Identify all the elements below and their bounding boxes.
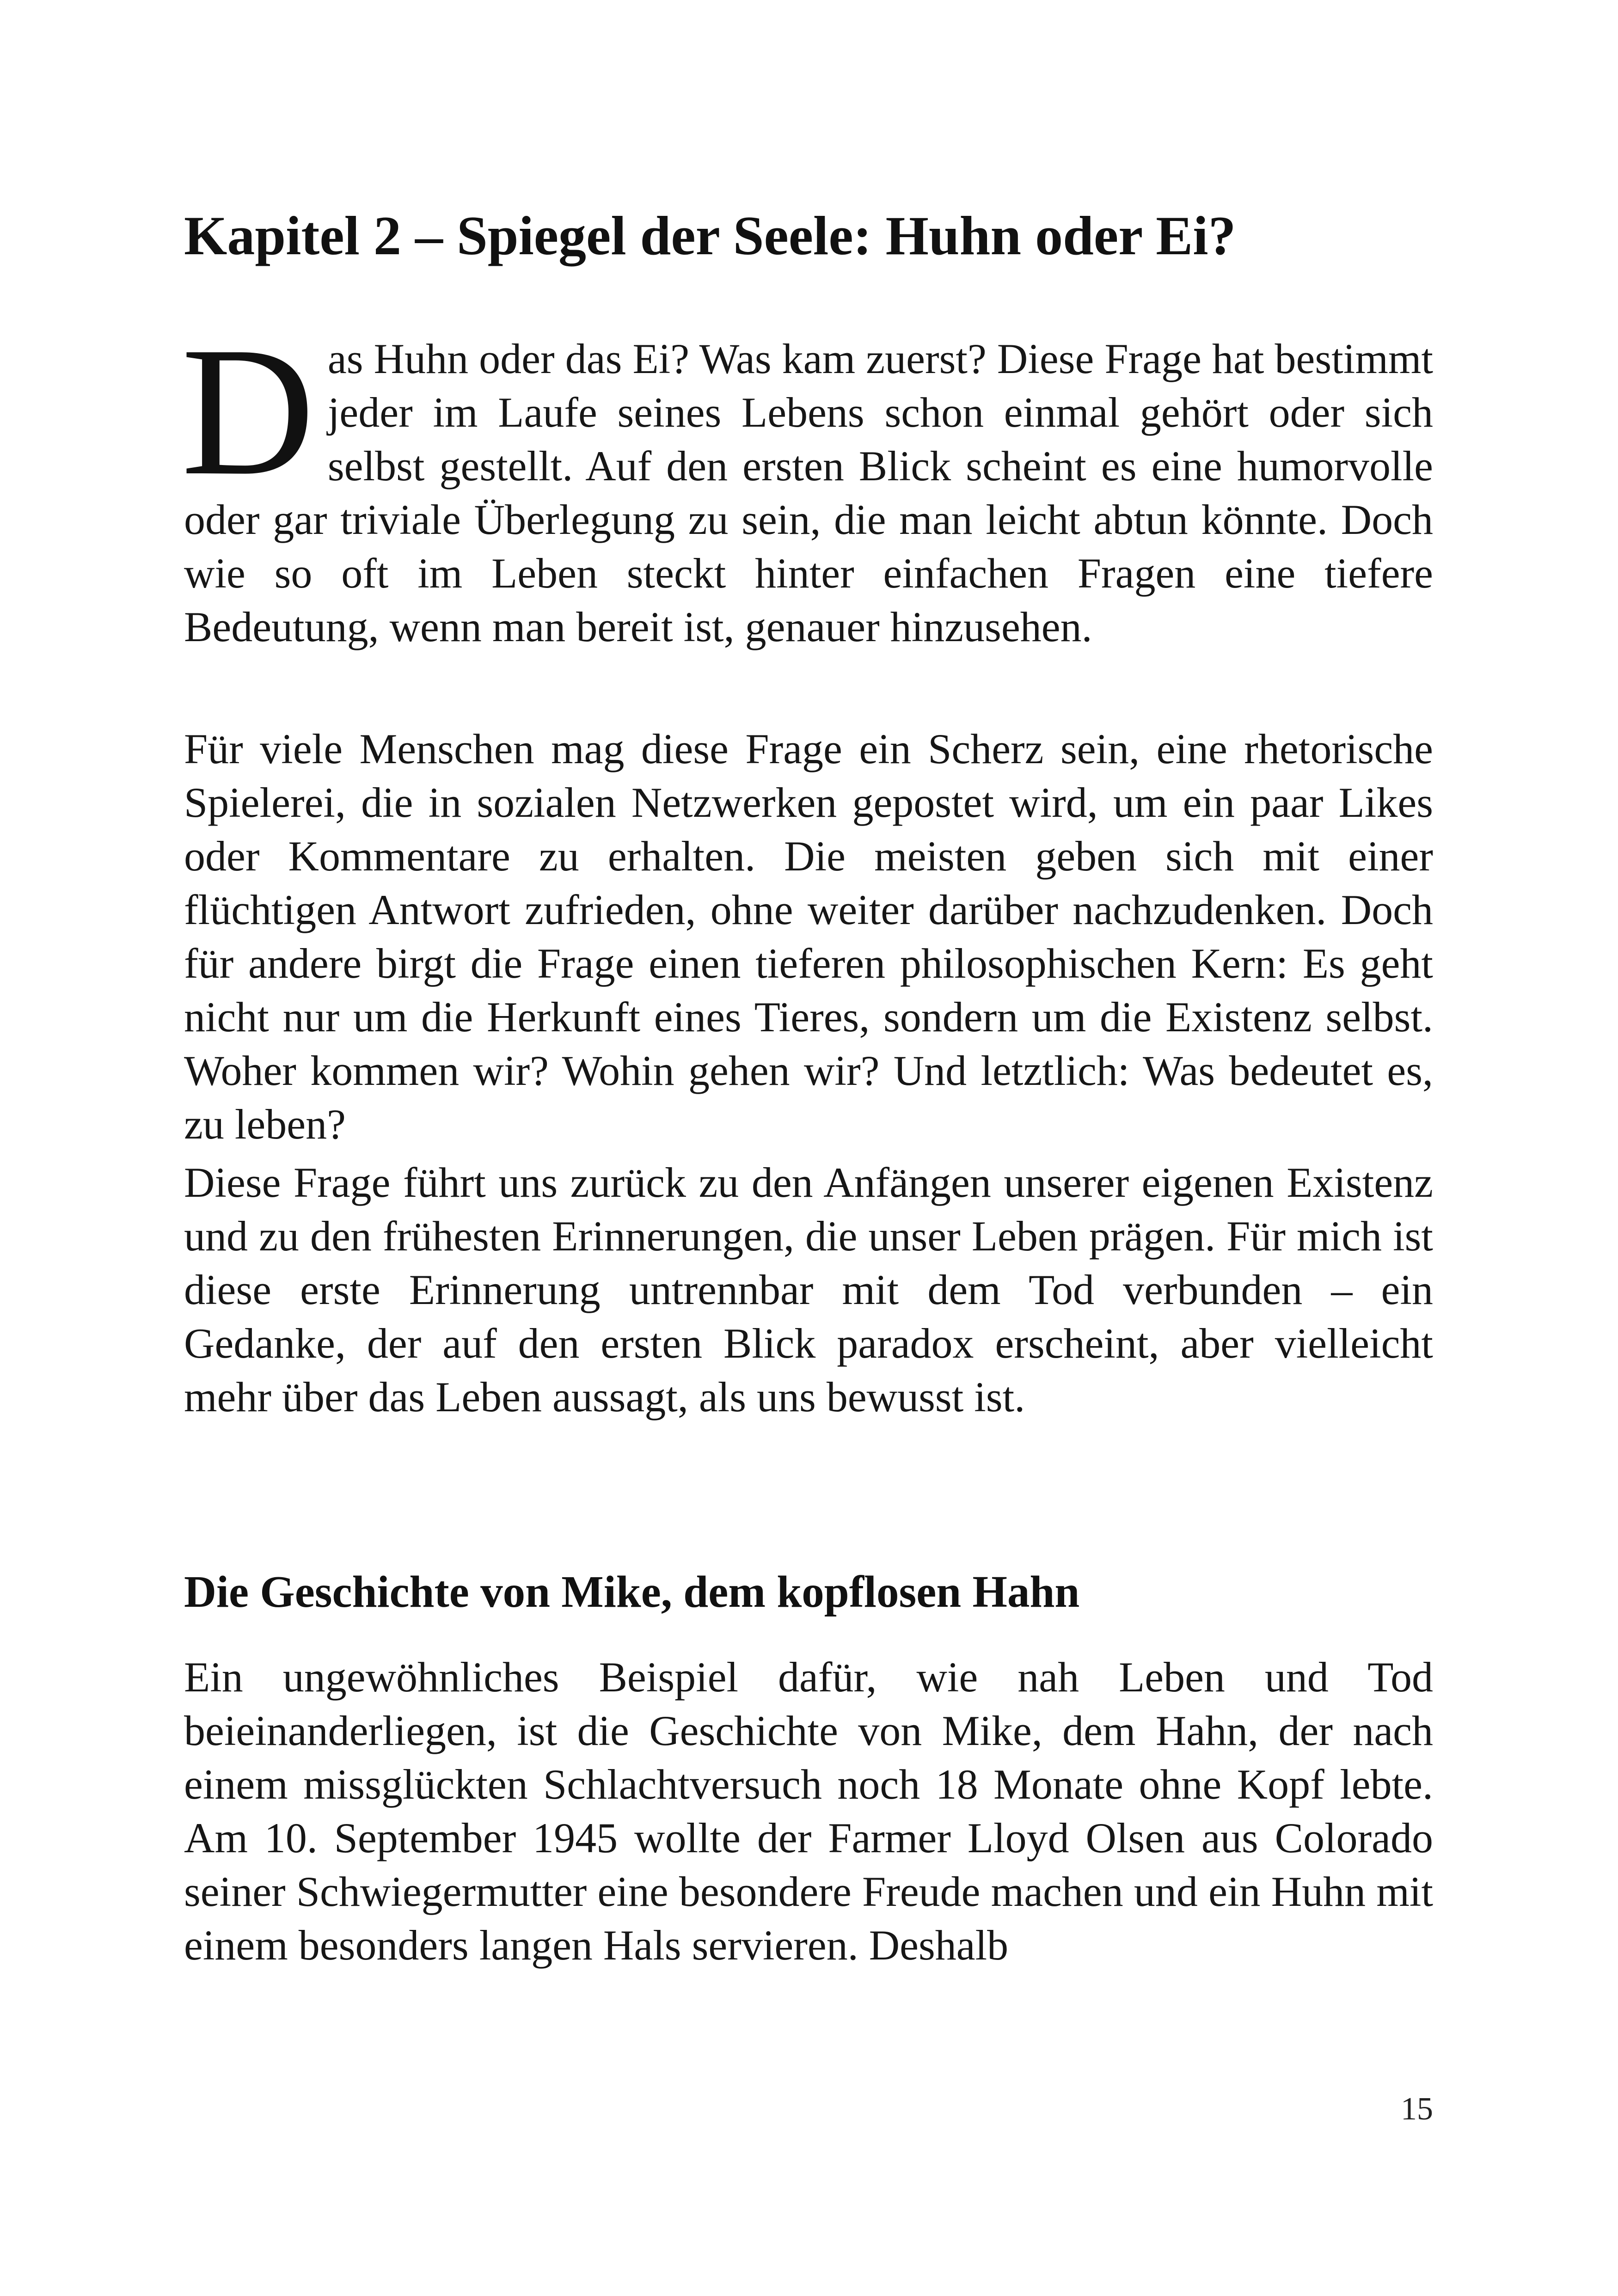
paragraph-3: Diese Frage führt uns zurück zu den Anfängen unserer eigenen Existenz und zu den frühesten Erinnerungen, die unser Leben prägen. Für mich ist diese erste Erinnerung untrennbar mit dem Tod verbunden – ein Gedanke, der auf den ersten Blick paradox erscheint, aber vielleicht mehr über das Leben aussagt, als uns bewusst ist. [184, 1159, 1433, 1420]
chapter-title: Kapitel 2 – Spiegel der Seele: Huhn oder Ei? [184, 205, 1236, 266]
drop-cap: D [181, 309, 315, 514]
section-paragraph-1: Ein ungewöhnliches Beispiel dafür, wie nah Leben und Tod beieinanderliegen, ist die Geschichte von Mike, dem Hahn, der nach einem missglückten Schlachtversuch noch 18 Monate ohne Kopf lebte. Am 10. September 1945 wollte der Farmer Lloyd Olsen aus Colorado seiner Schwiegermutter eine besondere Freude machen und ein Huhn mit einem besonders langen Hals servieren. Deshalb [184, 1653, 1433, 1969]
intro-paragraph-text: as Huhn oder das Ei? Was kam zuerst? Diese Frage hat bestimmt jeder im Laufe seines Lebens schon einmal gehört oder sich selbst gestellt. Auf den ersten Blick scheint es eine humorvolle oder gar triviale Überlegung zu sein, die man leicht abtun könnte. Doch wie so oft im Leben steckt hinter einfachen Fragen eine tiefere Bedeutung, wenn man bereit ist, genauer hinzusehen. [184, 335, 1433, 650]
page-number: 15 [1401, 2091, 1433, 2127]
section-title: Die Geschichte von Mike, dem kopflosen Hahn [184, 1567, 1080, 1616]
paragraph-2: Für viele Menschen mag diese Frage ein Scherz sein, eine rhetorische Spielerei, die in sozialen Netzwerken gepostet wird, um ein paar Likes oder Kommentare zu erhalten. Die meisten geben sich mit einer flüchtigen Antwort zufrieden, ohne weiter darüber nachzudenken. Doch für andere birgt die Frage einen tieferen philosophischen Kern: Es geht nicht nur um die Herkunft eines Tieres, sondern um die Existenz selbst. Woher kommen wir? Wohin gehen wir? Und letztlich: Was bedeutet es, zu leben? [184, 725, 1433, 1148]
intro-paragraph [181, 309, 1433, 654]
